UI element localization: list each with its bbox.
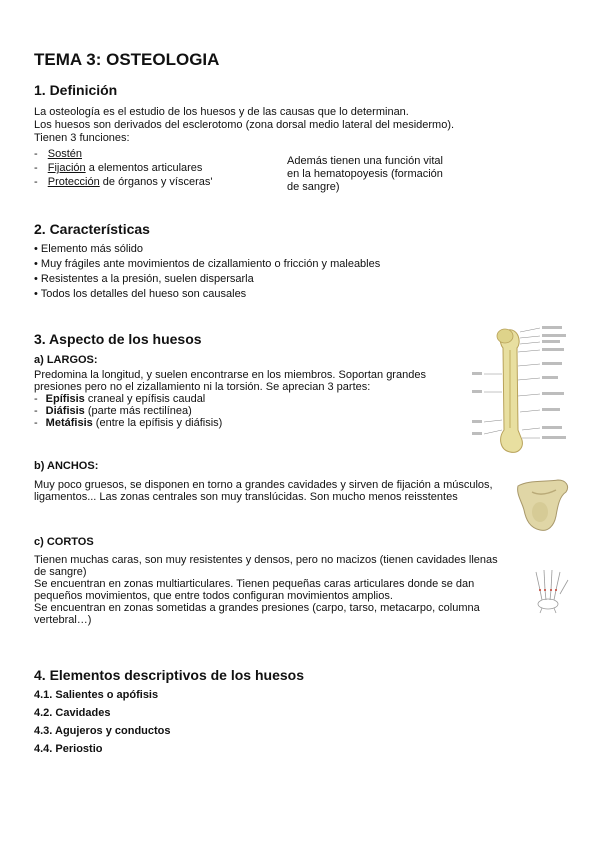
definition-line-3: Tienen 3 funciones: bbox=[34, 132, 130, 144]
hand-bones-illustration bbox=[526, 566, 574, 614]
characteristic-item bbox=[34, 258, 380, 271]
long-bone-image bbox=[470, 320, 576, 458]
section-4-heading: 4. Elementos descriptivos de los huesos bbox=[34, 667, 304, 683]
dash-marker: - bbox=[34, 176, 38, 188]
dash-marker: - bbox=[34, 405, 38, 417]
long-bones-line: presiones pero no el zizallamiento ni la torsión. Se aprecian 3 partes: bbox=[34, 381, 371, 393]
characteristic-text: Elemento más sólido bbox=[40, 243, 144, 255]
function-key: Sostén bbox=[47, 148, 82, 160]
subsection-a-heading: a) LARGOS: bbox=[34, 354, 98, 366]
descriptive-element-item: 4.3. Agujeros y conductos bbox=[34, 725, 171, 737]
flat-bone-image bbox=[514, 476, 572, 536]
function-key: Protección bbox=[47, 176, 100, 188]
function-rest: a elementos articulares bbox=[85, 162, 203, 174]
part-rest: (parte más rectilínea) bbox=[84, 405, 192, 417]
bullet-marker: • bbox=[34, 258, 38, 270]
bullet-marker: • bbox=[34, 273, 38, 285]
definition-line-1: La osteología es el estudio de los huesos y de las causas que lo determinan. bbox=[34, 106, 409, 118]
flat-bones-line: ligamentos... Las zonas centrales son muy translúcidas. Son mucho menos reisstentes bbox=[34, 491, 458, 503]
short-bones-line: Se encuentran en zonas sometidas a grandes presiones (carpo, tarso, metacarpo, columna bbox=[34, 602, 480, 614]
dash-marker: - bbox=[34, 162, 38, 174]
short-bones-line: de sangre) bbox=[34, 566, 87, 578]
long-bone-part bbox=[34, 417, 222, 430]
short-bones-line: Tienen muchas caras, son muy resistentes y densos, pero no macizos (tienen cavidades llenas bbox=[34, 554, 498, 566]
characteristic-item bbox=[34, 243, 143, 256]
characteristic-text: Todos los detalles del hueso son causales bbox=[40, 288, 247, 300]
side-note-line: Además tienen una función vital bbox=[287, 155, 443, 167]
section-1-heading: 1. Definición bbox=[34, 82, 118, 98]
function-key: Fijación bbox=[47, 162, 86, 174]
descriptive-element-item: 4.2. Cavidades bbox=[34, 707, 111, 719]
characteristic-text: Resistentes a la presión, suelen dispersarla bbox=[40, 273, 254, 285]
short-bones-line: Se encuentran en zonas multiarticulares. Tienen pequeñas caras articulares donde se dan bbox=[34, 578, 475, 590]
function-item bbox=[34, 176, 213, 189]
short-bones-line: vertebral…) bbox=[34, 614, 92, 626]
subsection-b-heading: b) ANCHOS: bbox=[34, 460, 99, 472]
part-rest: (entre la epífisis y diáfisis) bbox=[92, 417, 223, 429]
dash-marker: - bbox=[34, 148, 38, 160]
flat-bones-line: Muy poco gruesos, se disponen en torno a grandes cavidades y sirven de fijación a músculos, bbox=[34, 479, 493, 491]
function-item bbox=[34, 148, 82, 161]
femur-illustration bbox=[470, 320, 576, 458]
characteristic-item bbox=[34, 273, 254, 286]
scapula-illustration bbox=[514, 476, 572, 536]
bullet-marker: • bbox=[34, 243, 38, 255]
function-item bbox=[34, 162, 202, 175]
characteristic-text: Muy frágiles ante movimientos de cizallamiento o fricción y maleables bbox=[40, 258, 381, 270]
section-2-heading: 2. Características bbox=[34, 221, 150, 237]
part-rest: craneal y epífisis caudal bbox=[84, 393, 206, 405]
short-bone-image bbox=[526, 566, 574, 614]
bullet-marker: • bbox=[34, 288, 38, 300]
descriptive-element-item: 4.1. Salientes o apófisis bbox=[34, 689, 159, 701]
short-bones-line: pequeños movimientos, que entre todos configuran movimientos amplios. bbox=[34, 590, 393, 602]
part-key: Diáfisis bbox=[45, 405, 85, 417]
subsection-c-heading: c) CORTOS bbox=[34, 536, 94, 548]
page-title: TEMA 3: OSTEOLOGIA bbox=[34, 50, 220, 69]
section-3-heading: 3. Aspecto de los huesos bbox=[34, 331, 202, 347]
part-key: Epífisis bbox=[45, 393, 85, 405]
part-key: Metáfisis bbox=[45, 417, 93, 429]
descriptive-element-item: 4.4. Periostio bbox=[34, 743, 103, 755]
long-bones-line: Predomina la longitud, y suelen encontrarse en los miembros. Soportan grandes bbox=[34, 369, 426, 381]
function-rest: de órganos y vísceras' bbox=[99, 176, 213, 188]
characteristic-item bbox=[34, 288, 246, 301]
dash-marker: - bbox=[34, 393, 38, 405]
dash-marker: - bbox=[34, 417, 38, 429]
side-note-line: en la hematopoyesis (formación bbox=[287, 168, 443, 180]
side-note-line: de sangre) bbox=[287, 181, 340, 193]
definition-line-2: Los huesos son derivados del esclerotomo (zona dorsal medio lateral del mesidermo). bbox=[34, 119, 455, 131]
